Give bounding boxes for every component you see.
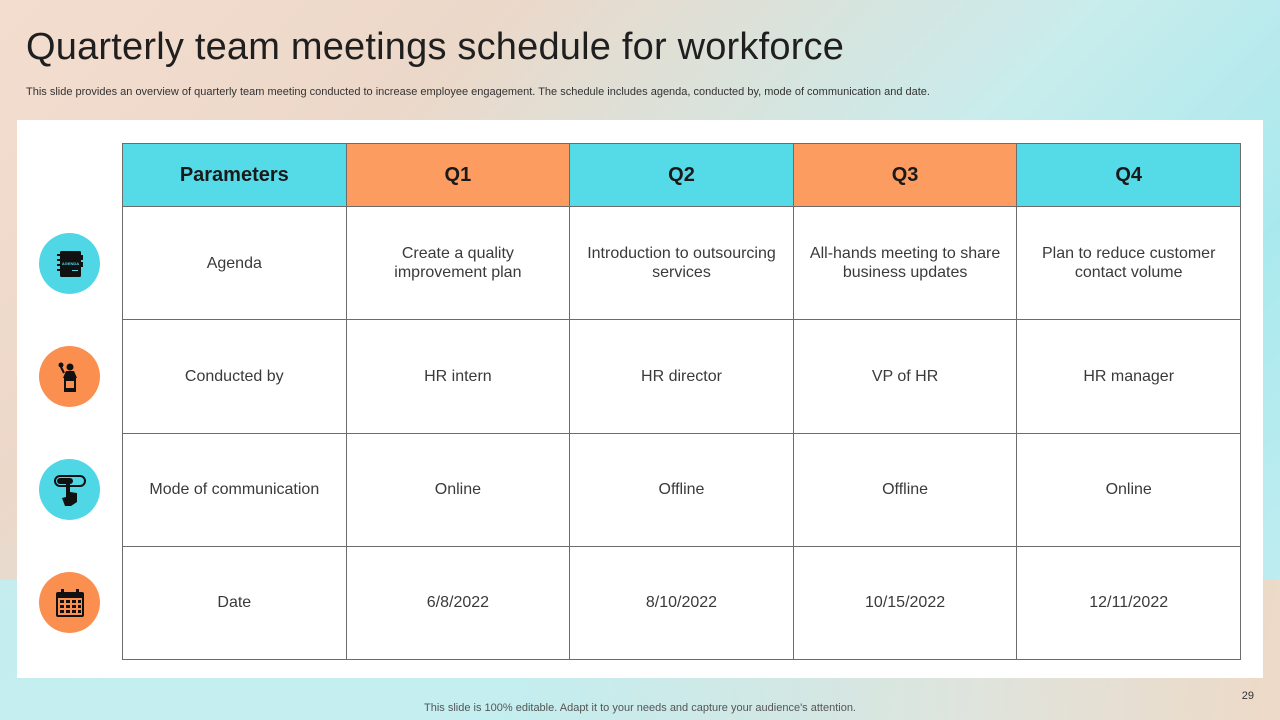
table-cell: Online [346,433,570,546]
table-cell: HR manager [1017,320,1241,433]
row-label: Conducted by [123,320,347,433]
header-q1: Q1 [346,144,570,207]
table-cell: Offline [570,433,794,546]
page-subtitle: This slide provides an overview of quarterly team meeting conducted to increase employee engagement. The schedule includes agenda, conducted by, mode of communication and date. [26,86,930,98]
table-row-agenda [123,207,1241,320]
page-number: 29 [1241,690,1254,702]
table-cell: 6/8/2022 [346,546,570,659]
table-row-mode [123,433,1241,546]
table-cell: Online [1017,433,1241,546]
header-q2: Q2 [570,144,794,207]
table-cell: 10/15/2022 [793,546,1017,659]
schedule-table [122,143,1241,660]
footer-note: This slide is 100% editable. Adapt it to your needs and capture your audience's attention. [424,702,856,714]
table-cell: VP of HR [793,320,1017,433]
table-cell: HR director [570,320,794,433]
table-cell: All-hands meeting to share business updates [793,207,1017,320]
table-cell: Introduction to outsourcing services [570,207,794,320]
table-cell: 12/11/2022 [1017,546,1241,659]
table-row-date [123,546,1241,659]
row-label: Date [123,546,347,659]
agenda-book-text: AGENDA [61,260,79,266]
header-parameters: Parameters [123,144,347,207]
agenda-book-icon [39,233,100,294]
page-title: Quarterly team meetings schedule for workforce [26,26,845,68]
table-cell: Create a quality improvement plan [346,207,570,320]
hand-toggle-icon [39,459,100,520]
table-cell: Plan to reduce customer contact volume [1017,207,1241,320]
table-cell: 8/10/2022 [570,546,794,659]
header-q4: Q4 [1017,144,1241,207]
calendar-icon [39,572,100,633]
table-cell: Offline [793,433,1017,546]
row-label: Agenda [123,207,347,320]
header-row [123,144,1241,207]
speaker-podium-icon [39,346,100,407]
table-cell: HR intern [346,320,570,433]
header-q3: Q3 [793,144,1017,207]
table-row-conducted-by [123,320,1241,433]
row-label: Mode of communication [123,433,347,546]
